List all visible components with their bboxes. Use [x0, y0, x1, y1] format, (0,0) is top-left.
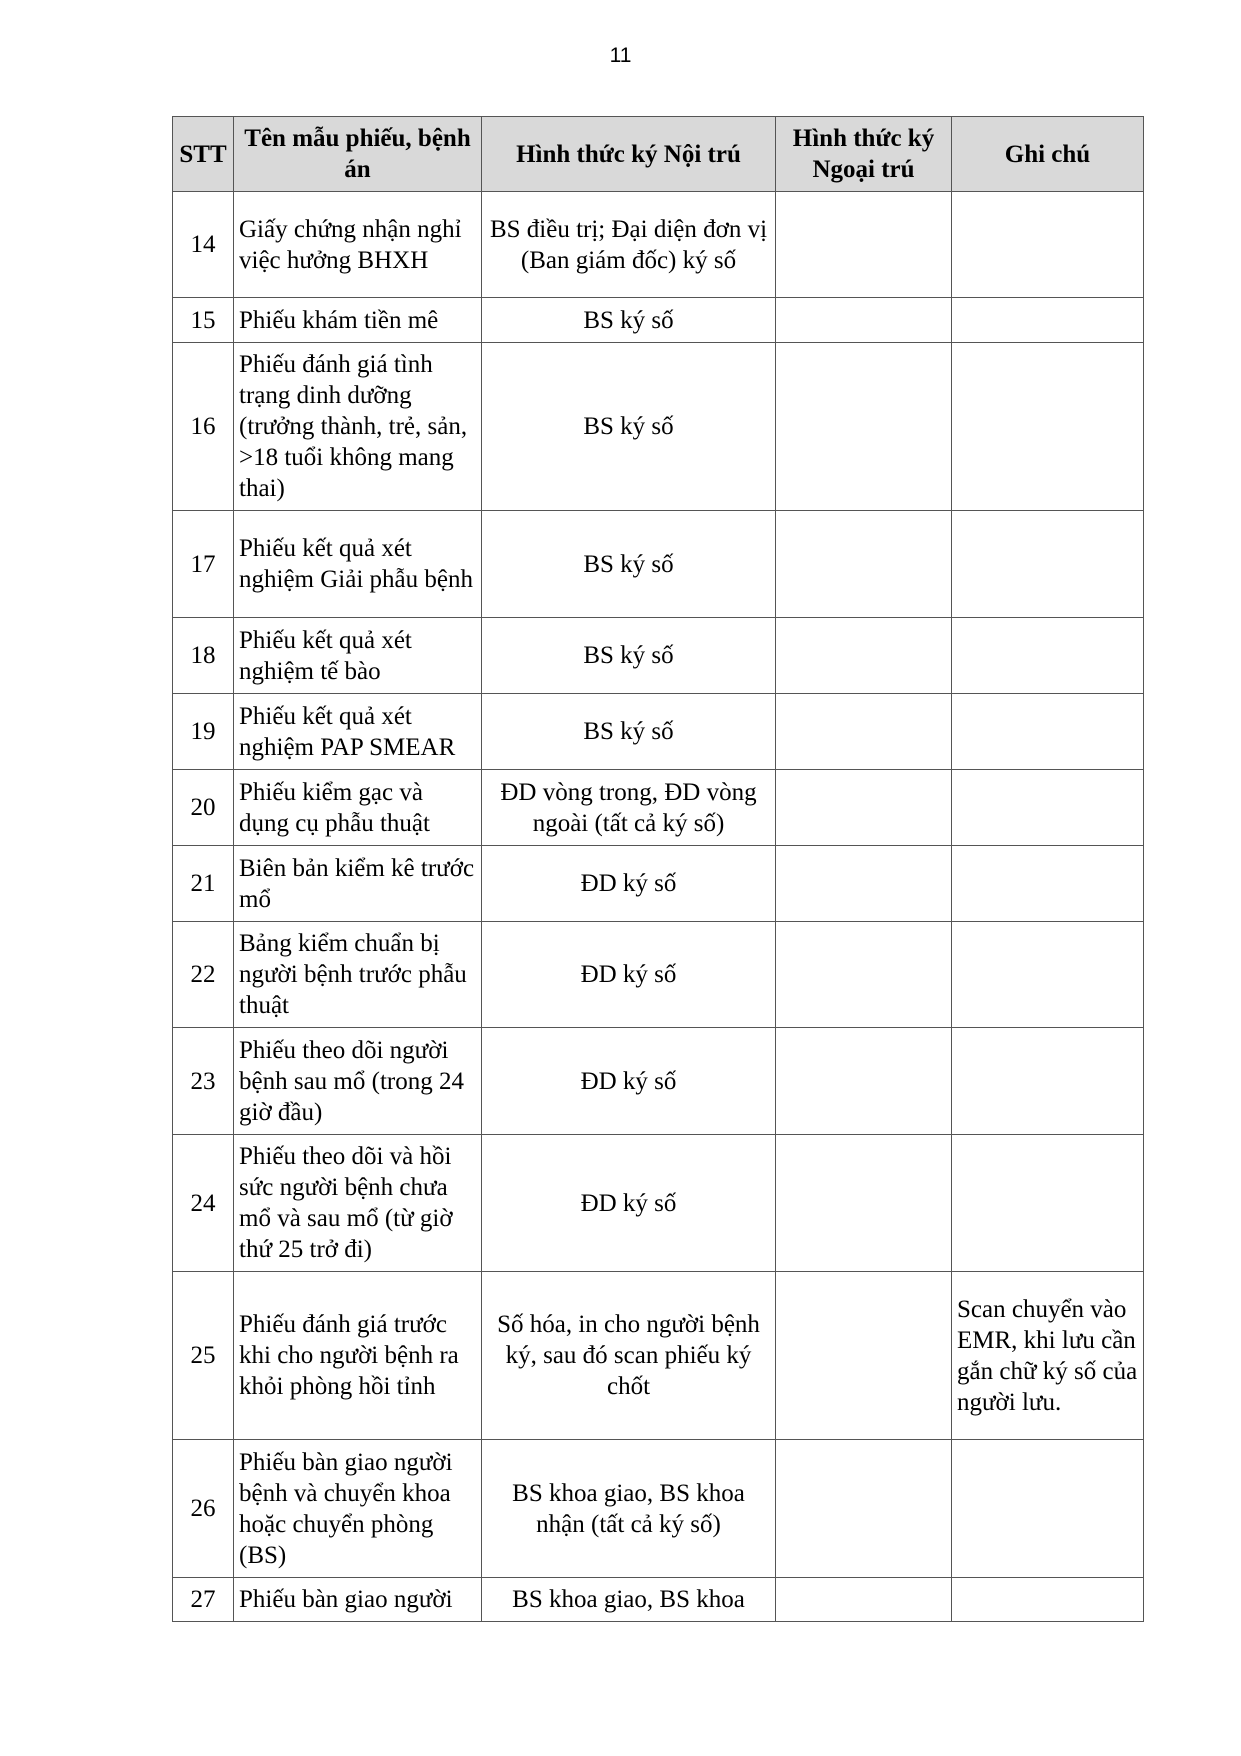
- row-inpatient-signing: BS ký số: [482, 511, 776, 618]
- row-stt: 22: [173, 922, 234, 1028]
- row-inpatient-signing: ĐD vòng trong, ĐD vòng ngoài (tất cả ký số): [482, 770, 776, 846]
- table-row: [173, 618, 1144, 694]
- row-stt: 16: [173, 343, 234, 511]
- table-row: [173, 1028, 1144, 1135]
- row-outpatient-signing: [776, 846, 952, 922]
- row-inpatient-signing: BS điều trị; Đại diện đơn vị (Ban giám đốc) ký số: [482, 192, 776, 298]
- table-row: [173, 1272, 1144, 1440]
- header-note: Ghi chú: [952, 117, 1144, 192]
- row-stt: 19: [173, 694, 234, 770]
- table-row: [173, 298, 1144, 343]
- row-note: Scan chuyển vào EMR, khi lưu cần gắn chữ ký số của người lưu.: [952, 1272, 1144, 1440]
- row-note: [952, 511, 1144, 618]
- row-note: [952, 1028, 1144, 1135]
- row-stt: 25: [173, 1272, 234, 1440]
- row-outpatient-signing: [776, 511, 952, 618]
- signature-form-table: [172, 116, 1144, 1622]
- row-inpatient-signing: ĐD ký số: [482, 1028, 776, 1135]
- header-form-name: Tên mẫu phiếu, bệnh án: [234, 117, 482, 192]
- row-outpatient-signing: [776, 1135, 952, 1272]
- table-row: [173, 694, 1144, 770]
- row-stt: 15: [173, 298, 234, 343]
- row-form-name: Phiếu bàn giao người bệnh và chuyển khoa hoặc chuyển phòng (BS): [234, 1440, 482, 1578]
- row-stt: 23: [173, 1028, 234, 1135]
- row-note: [952, 1578, 1144, 1622]
- row-form-name: Phiếu khám tiền mê: [234, 298, 482, 343]
- row-inpatient-signing: ĐD ký số: [482, 1135, 776, 1272]
- row-form-name: Phiếu bàn giao người: [234, 1578, 482, 1622]
- row-form-name: Phiếu theo dõi và hồi sức người bệnh chưa mổ và sau mổ (từ giờ thứ 25 trở đi): [234, 1135, 482, 1272]
- row-outpatient-signing: [776, 1272, 952, 1440]
- row-outpatient-signing: [776, 922, 952, 1028]
- row-outpatient-signing: [776, 770, 952, 846]
- row-inpatient-signing: ĐD ký số: [482, 922, 776, 1028]
- table-header-row: [173, 117, 1144, 192]
- row-inpatient-signing: BS ký số: [482, 694, 776, 770]
- row-form-name: Phiếu kết quả xét nghiệm PAP SMEAR: [234, 694, 482, 770]
- row-inpatient-signing: Số hóa, in cho người bệnh ký, sau đó scan phiếu ký chốt: [482, 1272, 776, 1440]
- table-row: [173, 1440, 1144, 1578]
- row-inpatient-signing: BS ký số: [482, 618, 776, 694]
- row-note: [952, 618, 1144, 694]
- row-note: [952, 694, 1144, 770]
- row-form-name: Phiếu theo dõi người bệnh sau mổ (trong 24 giờ đầu): [234, 1028, 482, 1135]
- table-row: [173, 343, 1144, 511]
- row-stt: 24: [173, 1135, 234, 1272]
- row-note: [952, 1135, 1144, 1272]
- header-stt: STT: [173, 117, 234, 192]
- row-note: [952, 922, 1144, 1028]
- row-note: [952, 1440, 1144, 1578]
- row-outpatient-signing: [776, 192, 952, 298]
- row-inpatient-signing: BS khoa giao, BS khoa nhận (tất cả ký số): [482, 1440, 776, 1578]
- row-form-name: Giấy chứng nhận nghỉ việc hưởng BHXH: [234, 192, 482, 298]
- row-stt: 27: [173, 1578, 234, 1622]
- row-form-name: Phiếu kiểm gạc và dụng cụ phẫu thuật: [234, 770, 482, 846]
- table-row: [173, 511, 1144, 618]
- row-outpatient-signing: [776, 298, 952, 343]
- row-outpatient-signing: [776, 1578, 952, 1622]
- row-stt: 21: [173, 846, 234, 922]
- row-note: [952, 343, 1144, 511]
- row-form-name: Biên bản kiểm kê trước mổ: [234, 846, 482, 922]
- header-inpatient-signing: Hình thức ký Nội trú: [482, 117, 776, 192]
- table-row: [173, 922, 1144, 1028]
- row-inpatient-signing: BS ký số: [482, 343, 776, 511]
- row-note: [952, 846, 1144, 922]
- row-stt: 20: [173, 770, 234, 846]
- table-row: [173, 192, 1144, 298]
- table-row: [173, 1578, 1144, 1622]
- table-row: [173, 770, 1144, 846]
- row-outpatient-signing: [776, 1028, 952, 1135]
- row-outpatient-signing: [776, 694, 952, 770]
- row-inpatient-signing: BS khoa giao, BS khoa: [482, 1578, 776, 1622]
- row-note: [952, 770, 1144, 846]
- row-form-name: Phiếu đánh giá tình trạng dinh dưỡng (trưởng thành, trẻ, sản, >18 tuổi không mang thai): [234, 343, 482, 511]
- row-inpatient-signing: BS ký số: [482, 298, 776, 343]
- row-note: [952, 192, 1144, 298]
- row-stt: 14: [173, 192, 234, 298]
- row-form-name: Phiếu đánh giá trước khi cho người bệnh ra khỏi phòng hồi tỉnh: [234, 1272, 482, 1440]
- header-outpatient-signing: Hình thức ký Ngoại trú: [776, 117, 952, 192]
- table-row: [173, 846, 1144, 922]
- row-form-name: Bảng kiểm chuẩn bị người bệnh trước phẫu thuật: [234, 922, 482, 1028]
- row-outpatient-signing: [776, 343, 952, 511]
- row-stt: 18: [173, 618, 234, 694]
- row-inpatient-signing: ĐD ký số: [482, 846, 776, 922]
- row-stt: 17: [173, 511, 234, 618]
- row-stt: 26: [173, 1440, 234, 1578]
- row-form-name: Phiếu kết quả xét nghiệm Giải phẫu bệnh: [234, 511, 482, 618]
- row-note: [952, 298, 1144, 343]
- table-row: [173, 1135, 1144, 1272]
- row-form-name: Phiếu kết quả xét nghiệm tế bào: [234, 618, 482, 694]
- row-outpatient-signing: [776, 1440, 952, 1578]
- row-outpatient-signing: [776, 618, 952, 694]
- page-number: 11: [609, 44, 632, 67]
